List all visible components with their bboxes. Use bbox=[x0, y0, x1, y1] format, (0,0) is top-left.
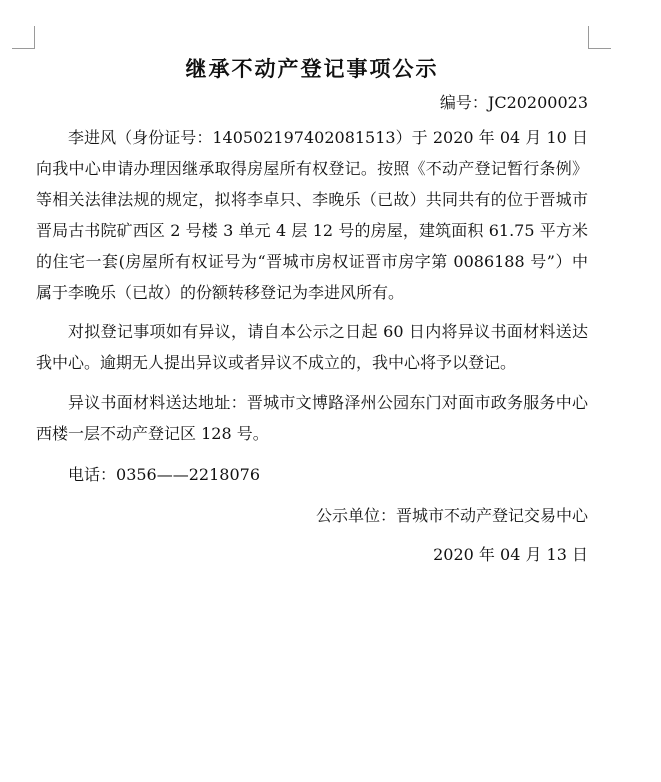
page-corner-mark-top-left bbox=[12, 26, 35, 49]
publish-date: 2020 年 04 月 13 日 bbox=[433, 545, 588, 564]
phone-label: 电话： bbox=[68, 465, 117, 484]
publisher-name: 晋城市不动产登记交易中心 bbox=[395, 506, 588, 525]
document-title: 继承不动产登记事项公示 bbox=[185, 56, 439, 81]
publisher-label: 公示单位： bbox=[315, 506, 396, 525]
document-page bbox=[36, 50, 588, 570]
document-number bbox=[36, 88, 588, 118]
document-number-label: 编号： bbox=[439, 93, 488, 112]
paragraph-application: 李进风（身份证号：140502197402081513）于 2020 年 04 月 10 日向我中心申请办理因继承取得房屋所有权登记。按照《不动产登记暂行条例》等相关法律法规的规定，拟将李卓只、李晚乐（已故）共同共有的位于晋城市晋局古书院矿西区 2 号楼 3 单元 4 层 12 号的房屋，建筑面积 61.75 平方米的住宅一套(房屋所有权证号为“晋城市房权证晋市房字第 0086188 号”）中属于李晚乐（已故）的份额转移登记为李进风所有。 bbox=[36, 128, 588, 302]
phone-line bbox=[36, 459, 588, 490]
paragraph-address: 异议书面材料送达地址：晋城市文博路泽州公园东门对面市政务服务中心西楼一层不动产登记区 128 号。 bbox=[36, 393, 588, 443]
page-corner-mark-top-right bbox=[588, 26, 611, 49]
paragraph-objection: 对拟登记事项如有异议，请自本公示之日起 60 日内将异议书面材料送达我中心。逾期无人提出异议或者异议不成立的，我中心将予以登记。 bbox=[36, 322, 588, 372]
document-number-value: JC20200023 bbox=[487, 93, 588, 112]
phone-number: 0356——2218076 bbox=[116, 465, 260, 484]
publisher-line bbox=[36, 500, 588, 531]
